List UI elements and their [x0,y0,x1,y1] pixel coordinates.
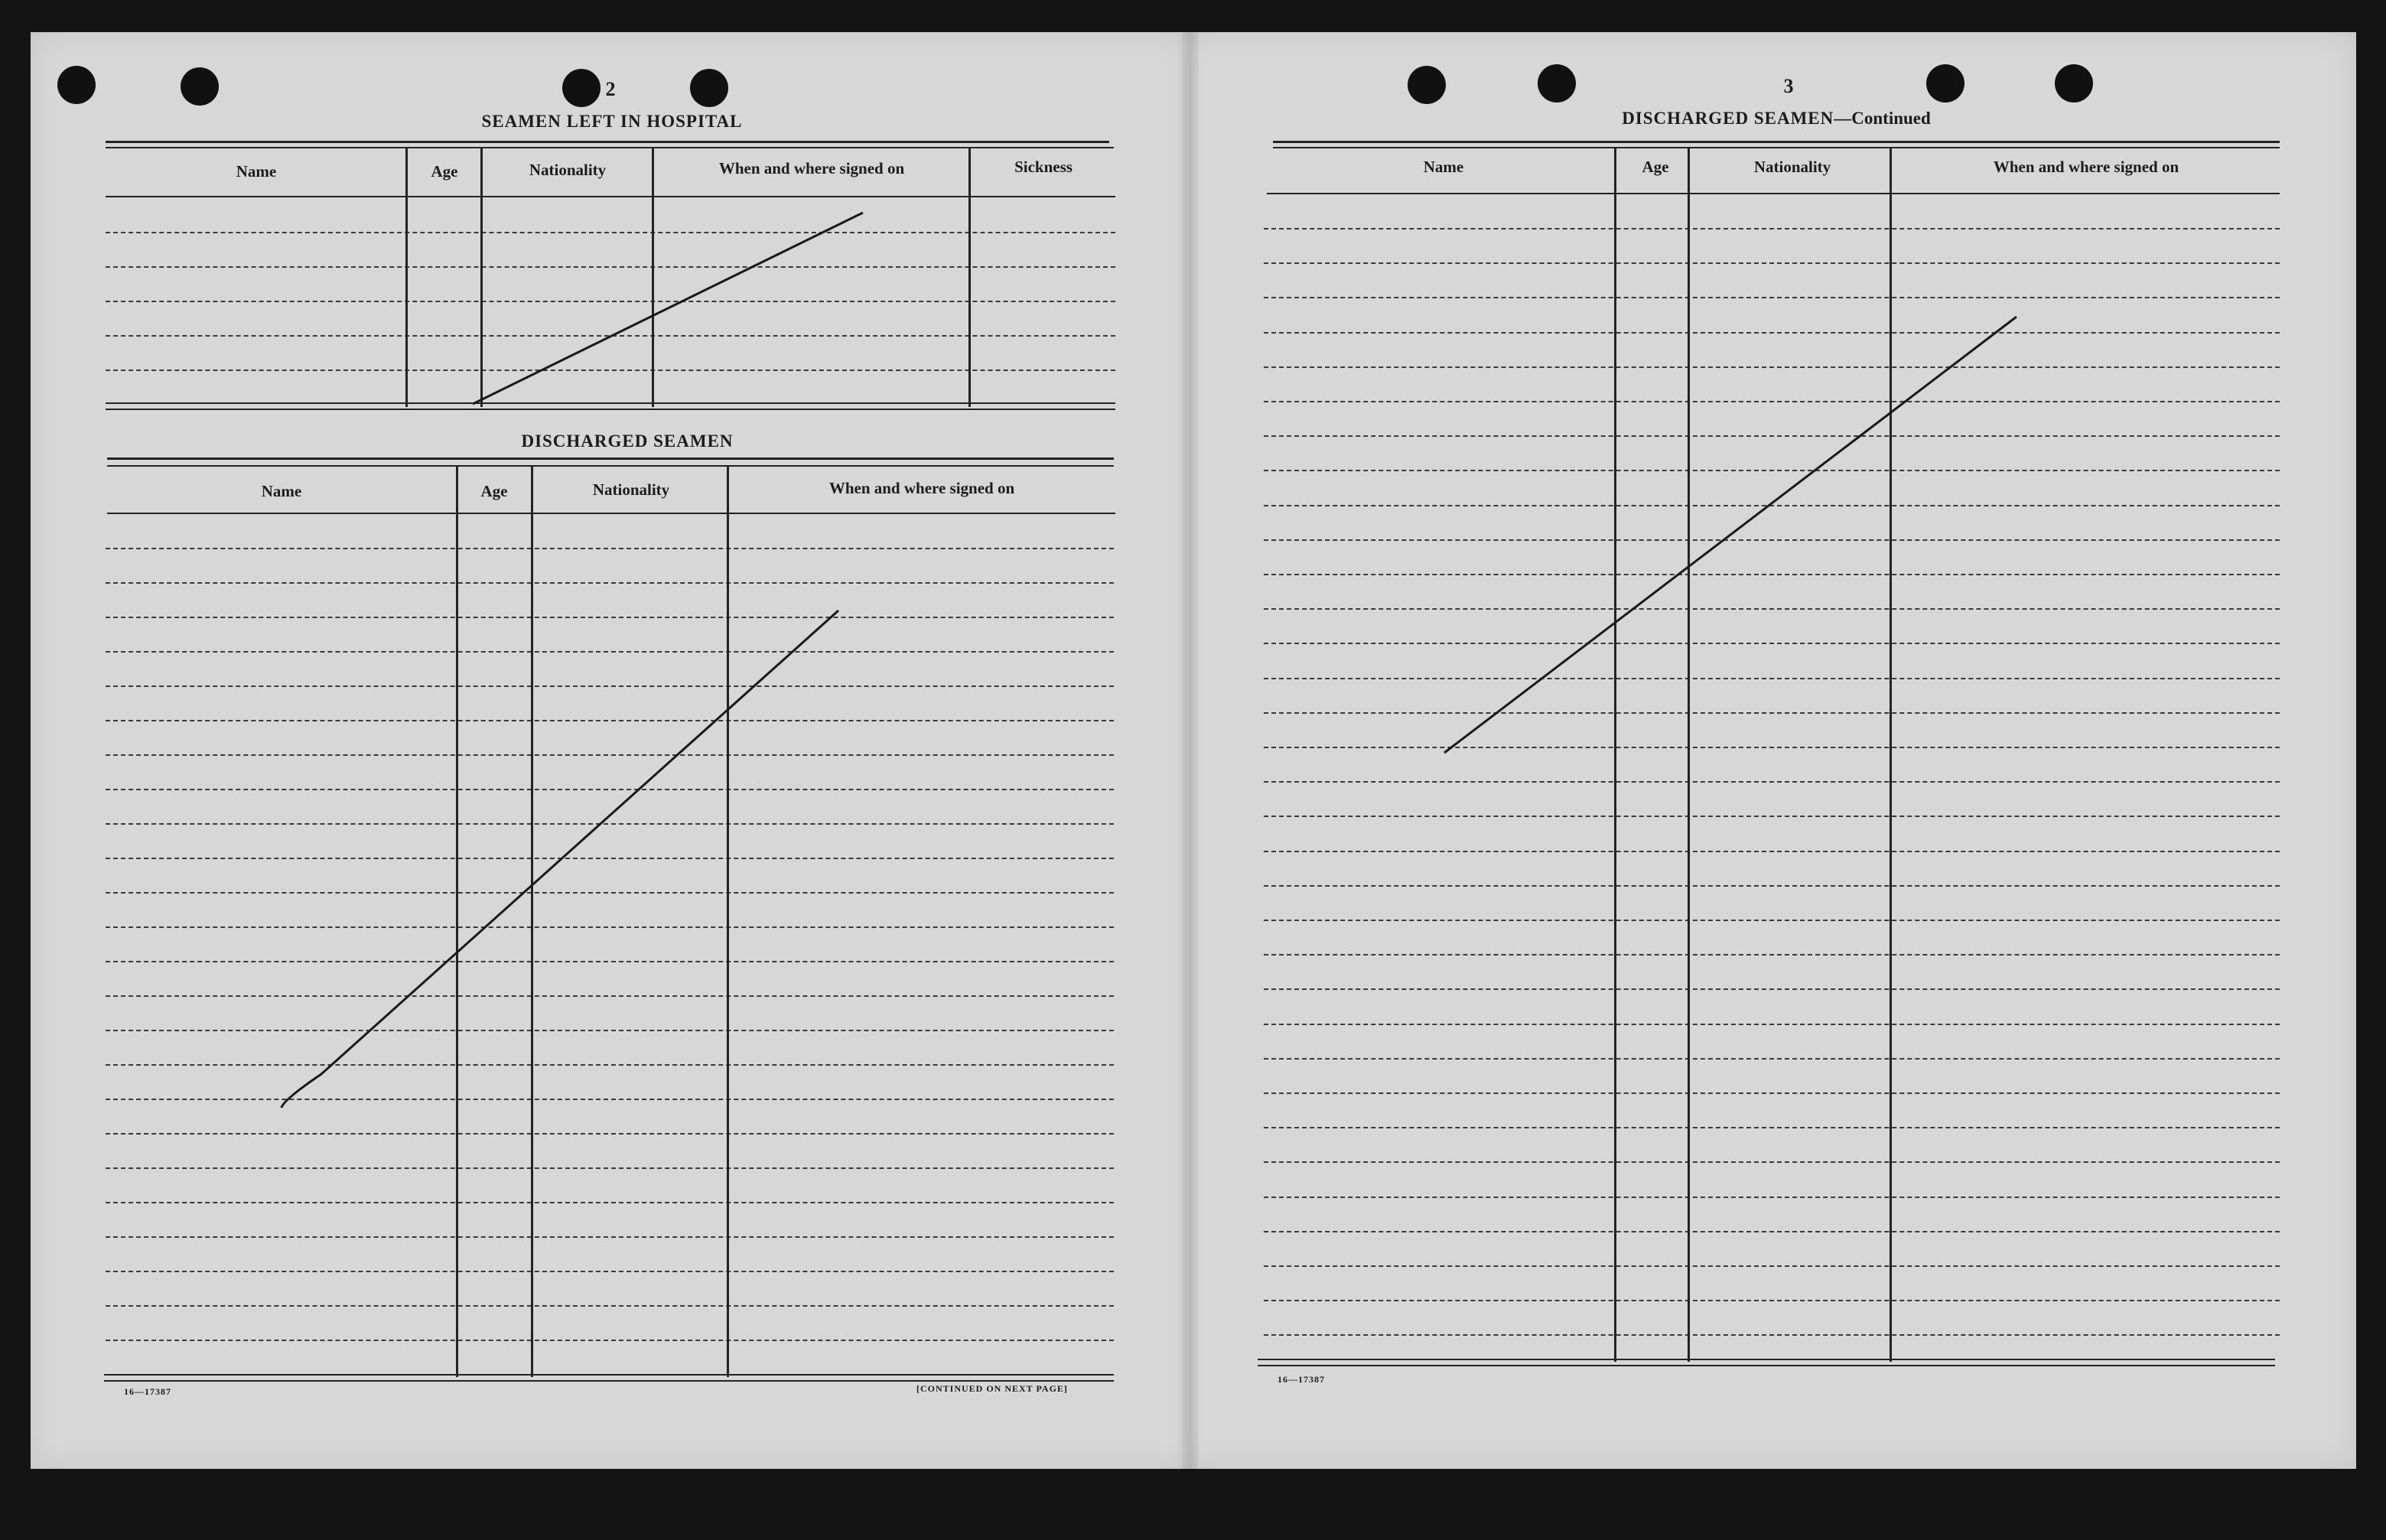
right-col-name: Name [1423,158,1464,176]
discharged-col-nationality: Nationality [592,480,670,499]
right-section-title-main: DISCHARGED SEAMEN [1622,109,1834,128]
hospital-col-name: Name [236,162,277,181]
discharged-col-signed-on: When and where signed on [828,479,1015,497]
right-strike-line [1444,317,2017,753]
hospital-col-signed-on: When and where signed on [718,159,905,177]
right-col-age: Age [1642,158,1669,176]
hospital-col-age: Age [431,162,458,181]
continued-note: [CONTINUED ON NEXT PAGE] [916,1383,1068,1394]
right-page-number: 3 [1783,75,1794,97]
left-form-number: 16—17387 [124,1386,171,1397]
left-page-number: 2 [605,78,616,100]
hospital-strike-line [473,213,863,404]
right-col-nationality: Nationality [1753,158,1831,176]
right-section-title-continued: —Continued [1834,109,1931,128]
right-form-number: 16—17387 [1278,1374,1325,1385]
hospital-col-nationality: Nationality [529,161,607,179]
discharged-col-age: Age [480,482,508,500]
discharged-col-name: Name [261,482,302,500]
left-discharged-strike-line [282,610,838,1108]
discharged-section-title: DISCHARGED SEAMEN [521,431,734,451]
hospital-col-sickness: Sickness [1014,158,1073,176]
right-col-signed-on: When and where signed on [1993,158,2179,176]
hospital-section-title: SEAMEN LEFT IN HOSPITAL [481,112,743,131]
